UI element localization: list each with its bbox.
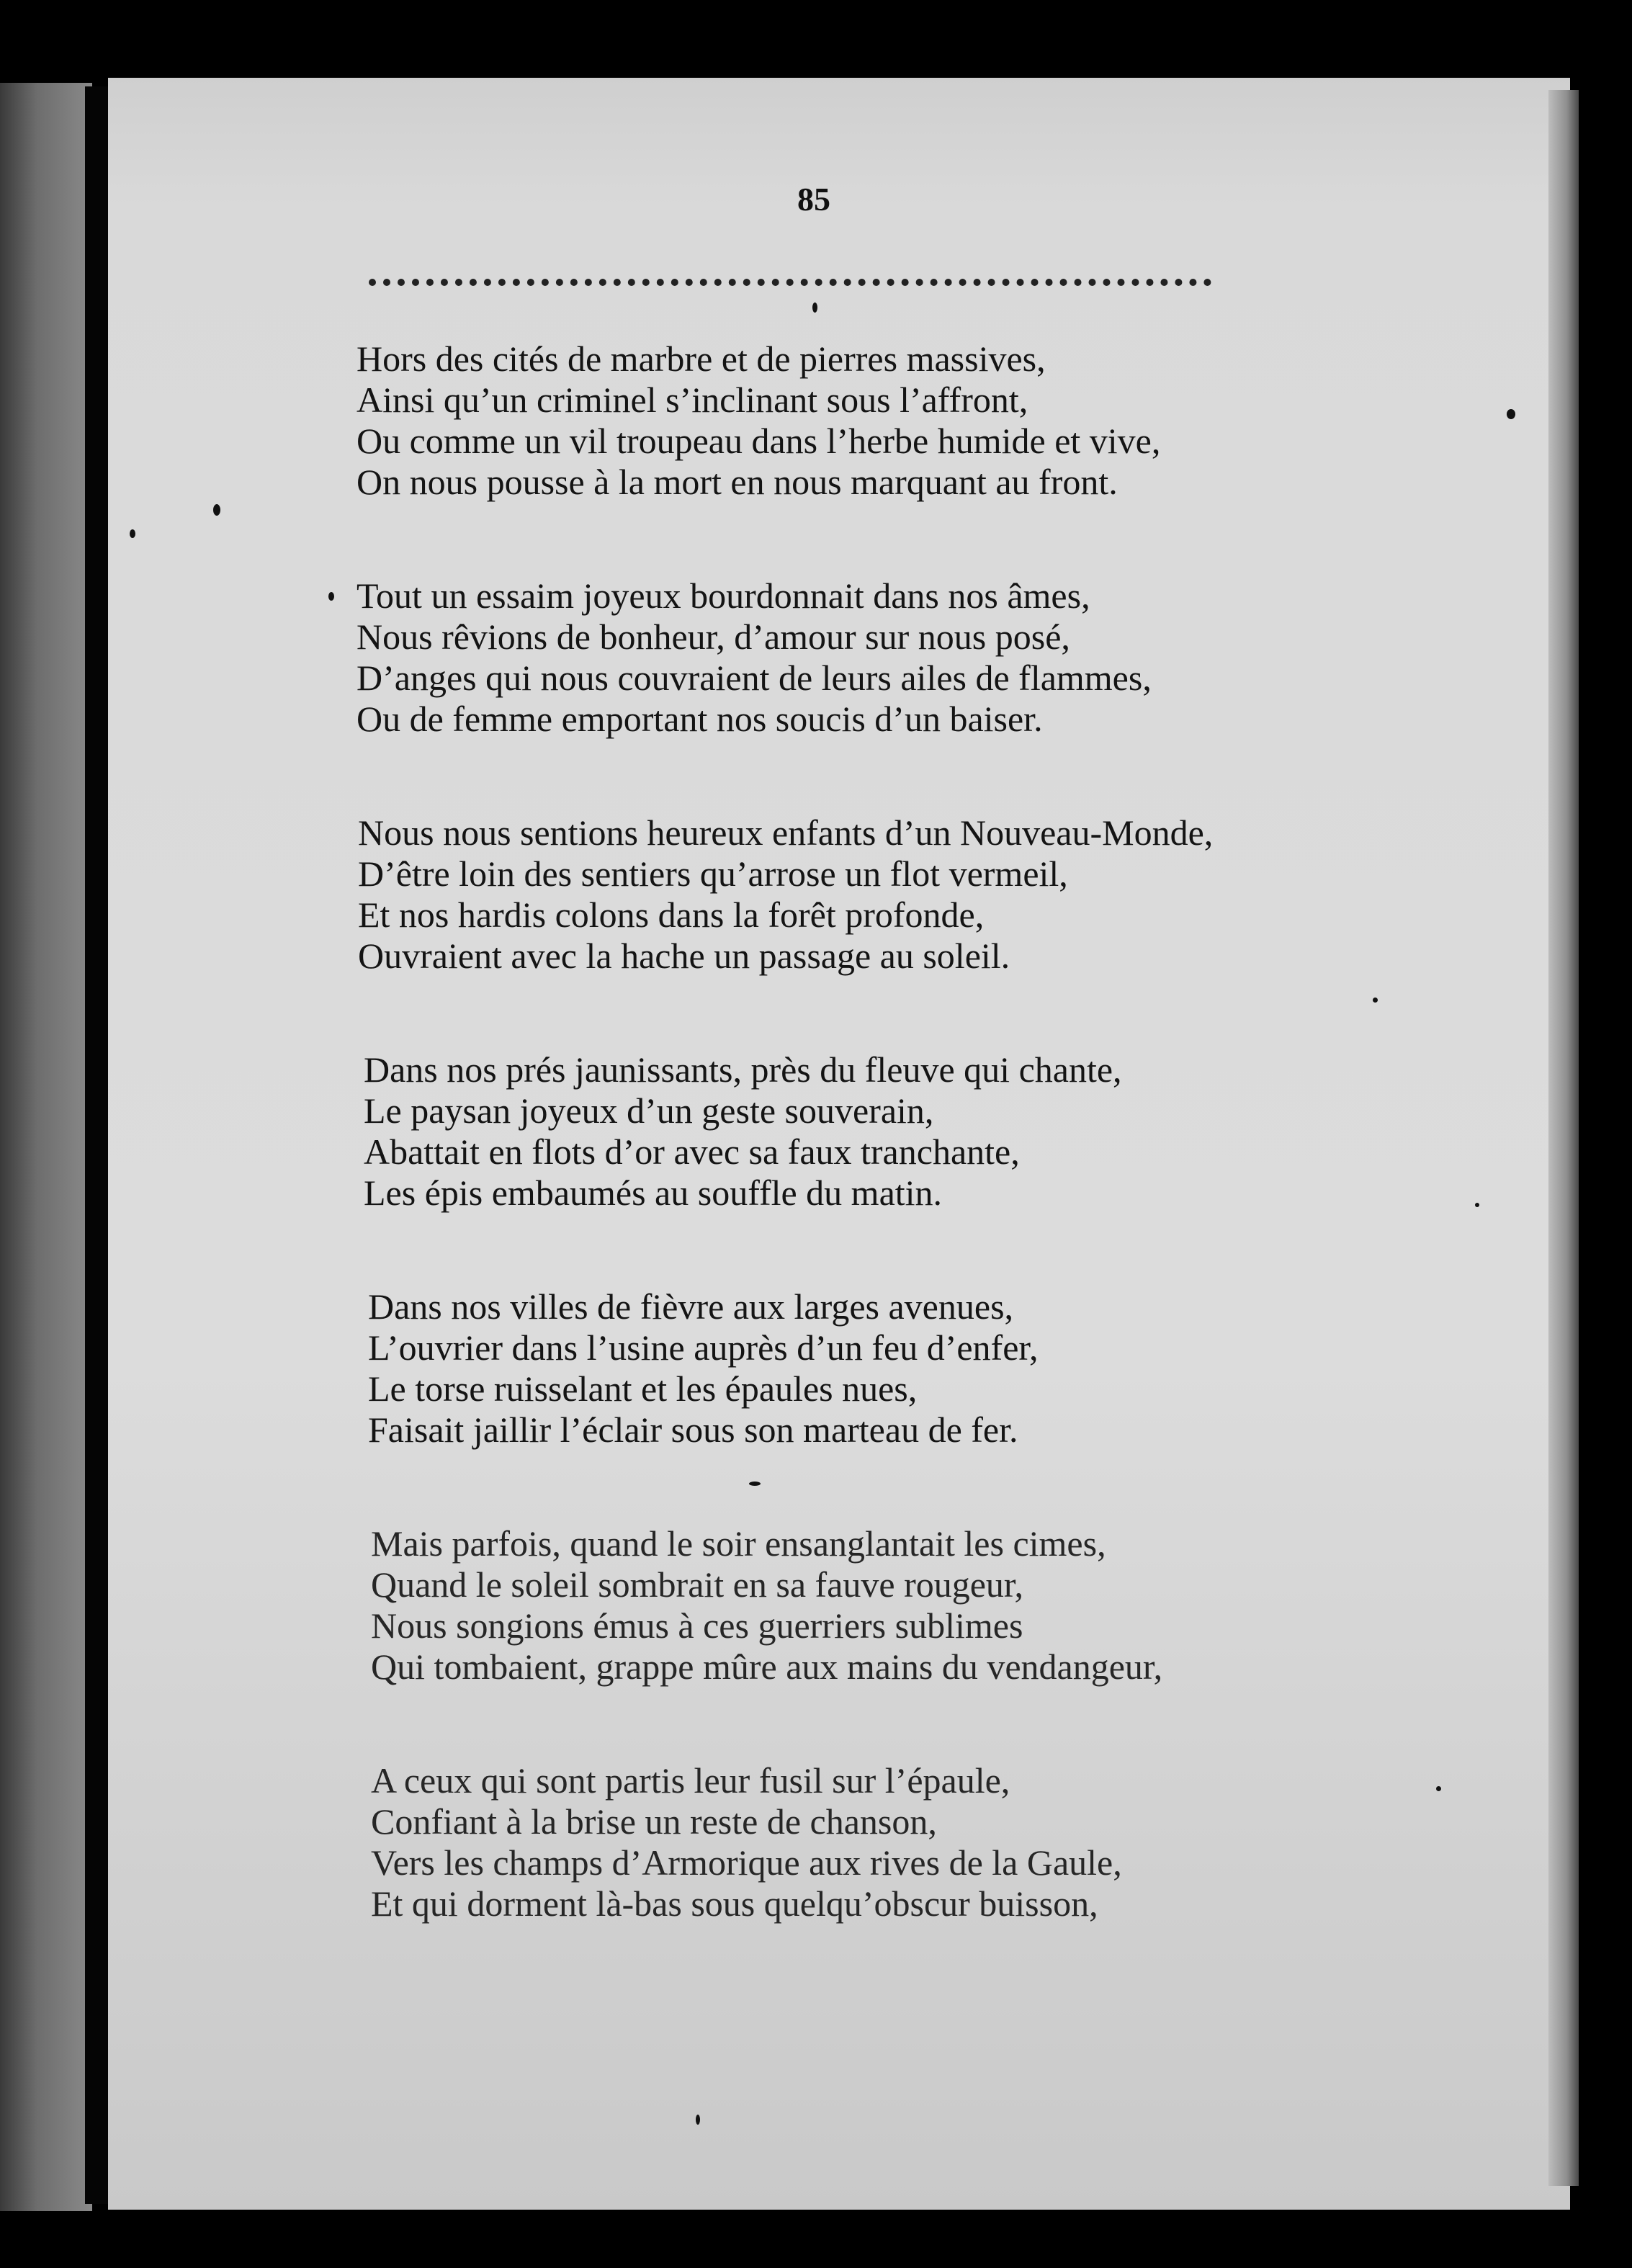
verse-line: Vers les champs d’Armorique aux rives de la Gaule, (371, 1842, 1122, 1883)
verse-line: Les épis embaumés au souffle du matin. (364, 1173, 943, 1213)
verse-line: Ou de femme emportant nos soucis d’un baiser. (357, 699, 1043, 739)
verse-line: D’être loin des sentiers qu’arrose un flot vermeil, (358, 853, 1068, 894)
verse-line: Ouvraient avec la hache un passage au soleil. (358, 936, 1010, 976)
verse-line: Et nos hardis colons dans la forêt profonde, (358, 895, 985, 935)
scan-speck (1507, 409, 1515, 419)
stanza (368, 1286, 1437, 1451)
stanza (371, 1523, 1437, 1687)
poem-text (357, 339, 1437, 1997)
verse-line: Qui tombaient, grappe mûre aux mains du vendangeur, (371, 1646, 1163, 1687)
scan-speck (213, 504, 220, 516)
facing-page-edge (0, 83, 92, 2211)
scan-speck (130, 529, 135, 538)
dotted-separator (369, 279, 1211, 286)
scan-speck (696, 2115, 700, 2125)
scan-speck (1373, 998, 1378, 1003)
stanza (371, 1760, 1437, 1924)
verse-line: L’ouvrier dans l’usine auprès d’un feu d’enfer, (368, 1327, 1039, 1368)
verse-line: Nous nous sentions heureux enfants d’un Nouveau-Monde, (358, 812, 1214, 853)
verse-line: Nous songions émus à ces guerriers sublimes (371, 1605, 1023, 1646)
page-fore-edge (1548, 90, 1579, 2186)
scan-speck (749, 1482, 761, 1486)
verse-line: Faisait jaillir l’éclair sous son marteau de fer. (368, 1409, 1018, 1450)
verse-line: Dans nos villes de fièvre aux larges avenues, (368, 1286, 1014, 1327)
scan-speck (812, 302, 817, 313)
stanza (364, 1049, 1437, 1214)
stanza (358, 812, 1437, 977)
verse-line: Mais parfois, quand le soir ensanglantait les cimes, (371, 1523, 1106, 1564)
verse-line: Hors des cités de marbre et de pierres massives, (357, 339, 1046, 379)
verse-line: Ainsi qu’un criminel s’inclinant sous l’affront, (357, 380, 1028, 420)
verse-line: Quand le soleil sombrait en sa fauve rougeur, (371, 1564, 1024, 1605)
verse-line: Et qui dorment là-bas sous quelqu’obscur buisson, (371, 1883, 1098, 1924)
verse-line: D’anges qui nous couvraient de leurs ailes de flammes, (357, 658, 1152, 698)
stanza (357, 339, 1437, 503)
verse-line: A ceux qui sont partis leur fusil sur l’épaule, (371, 1760, 1010, 1801)
page-number: 85 (797, 181, 830, 218)
verse-line: Nous rêvions de bonheur, d’amour sur nous posé, (357, 617, 1070, 657)
verse-line: Dans nos prés jaunissants, près du fleuve qui chante, (364, 1049, 1122, 1090)
scan-speck (328, 592, 334, 601)
verse-line: Confiant à la brise un reste de chanson, (371, 1801, 937, 1842)
verse-line: On nous pousse à la mort en nous marquant au front. (357, 462, 1118, 502)
verse-line: Tout un essaim joyeux bourdonnait dans nos âmes, (357, 575, 1090, 616)
scan-speck (1475, 1203, 1479, 1207)
stanza (357, 575, 1437, 740)
verse-line: Le paysan joyeux d’un geste souverain, (364, 1090, 934, 1131)
verse-line: Le torse ruisselant et les épaules nues, (368, 1368, 918, 1409)
verse-line: Ou comme un vil troupeau dans l’herbe humide et vive, (357, 421, 1161, 461)
scan-speck (1436, 1786, 1441, 1791)
verse-line: Abattait en flots d’or avec sa faux tranchante, (364, 1131, 1020, 1172)
book-gutter (85, 86, 111, 2204)
